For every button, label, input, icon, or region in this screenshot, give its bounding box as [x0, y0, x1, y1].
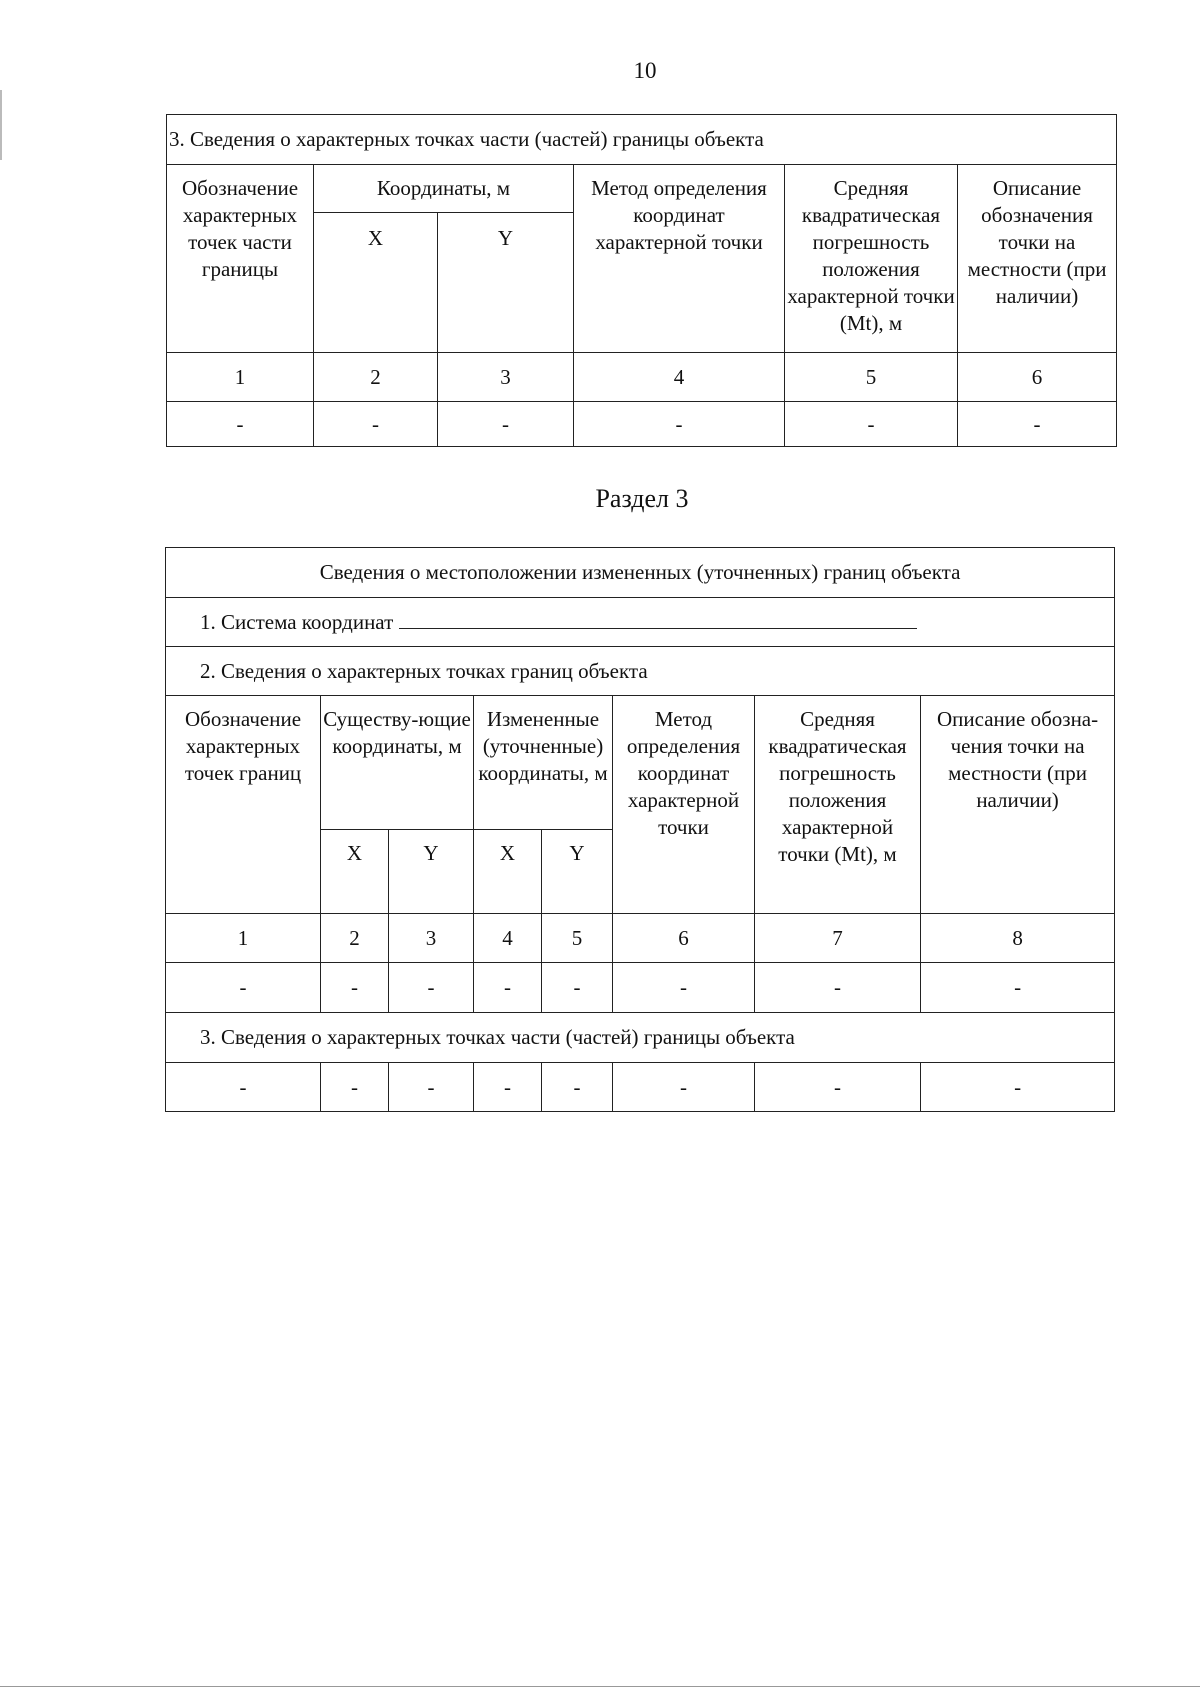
- table-cell: -: [474, 1063, 542, 1112]
- scan-edge-mark: [0, 90, 2, 160]
- coordinate-system-row: [166, 598, 1115, 647]
- column-number: 7: [755, 914, 921, 963]
- header-y: Y: [438, 213, 574, 353]
- table-cell: -: [321, 1063, 389, 1112]
- table-cell: -: [755, 1063, 921, 1112]
- table1-title: 3. Сведения о характерных точках части (частей) границы объекта: [167, 115, 1117, 165]
- table-cell: -: [921, 963, 1115, 1013]
- header-y-changed: Y: [542, 830, 613, 914]
- parts-subtitle: 3. Сведения о характерных точках части (частей) границы объекта: [166, 1013, 1115, 1063]
- column-number: 5: [542, 914, 613, 963]
- column-number: 6: [958, 353, 1117, 402]
- header-designation: Обозначение характерных точек границ: [166, 696, 321, 914]
- column-number: 3: [438, 353, 574, 402]
- header-changed-coordinates: Измененные (уточненные) координаты, м: [474, 696, 613, 830]
- header-x-existing: X: [321, 830, 389, 914]
- points-subtitle: 2. Сведения о характерных точках границ объекта: [166, 647, 1115, 696]
- header-existing-coordinates: Существу-ющие координаты, м: [321, 696, 474, 830]
- header-method: Метод определения координат характерной точки: [613, 696, 755, 914]
- table2-title: Сведения о местоположении измененных (уточненных) границ объекта: [166, 548, 1115, 598]
- header-y-existing: Y: [389, 830, 474, 914]
- page-number: 10: [633, 58, 657, 83]
- table-cell: -: [438, 402, 574, 447]
- section-title: Раздел 3: [595, 484, 689, 513]
- table-cell: -: [613, 963, 755, 1013]
- header-coordinates: Координаты, м: [314, 165, 574, 213]
- header-x: X: [314, 213, 438, 353]
- column-number: 5: [785, 353, 958, 402]
- parts-boundary-points-table: [166, 114, 1117, 447]
- table-cell: -: [921, 1063, 1115, 1112]
- changed-boundaries-table: [165, 547, 1115, 1112]
- table-cell: -: [389, 963, 474, 1013]
- table-cell: -: [613, 1063, 755, 1112]
- table-cell: -: [389, 1063, 474, 1112]
- header-method: Метод определения координат характерной точки: [574, 165, 785, 353]
- column-number: 1: [166, 914, 321, 963]
- table-cell: -: [542, 963, 613, 1013]
- header-designation: Обозначение характерных точек части границы: [167, 165, 314, 353]
- column-number: 4: [574, 353, 785, 402]
- table-cell: -: [958, 402, 1117, 447]
- table-cell: -: [166, 1063, 321, 1112]
- coordinate-system-label: 1. Система координат: [200, 610, 394, 634]
- table-cell: -: [574, 402, 785, 447]
- column-number: 2: [321, 914, 389, 963]
- table-cell: -: [785, 402, 958, 447]
- column-number: 3: [389, 914, 474, 963]
- column-number: 6: [613, 914, 755, 963]
- table-cell: -: [474, 963, 542, 1013]
- table-cell: -: [166, 963, 321, 1013]
- column-number: 2: [314, 353, 438, 402]
- column-number: 1: [167, 353, 314, 402]
- coordinate-system-blank-line: [399, 608, 917, 629]
- table-cell: -: [755, 963, 921, 1013]
- column-number: 4: [474, 914, 542, 963]
- header-error: Средняя квадратическая погрешность положения характерной точки (Mt), м: [785, 165, 958, 353]
- header-description: Описание обозначения точки на местности (при наличии): [958, 165, 1117, 353]
- header-error: Средняя квадратическая погрешность положения характерной точки (Mt), м: [755, 696, 921, 914]
- header-x-changed: X: [474, 830, 542, 914]
- column-number: 8: [921, 914, 1115, 963]
- table-cell: -: [321, 963, 389, 1013]
- table-cell: -: [542, 1063, 613, 1112]
- header-description: Описание обозна-чения точки на местности (при наличии): [921, 696, 1115, 914]
- table-cell: -: [314, 402, 438, 447]
- table-cell: -: [167, 402, 314, 447]
- scan-bottom-edge: [0, 1686, 1200, 1687]
